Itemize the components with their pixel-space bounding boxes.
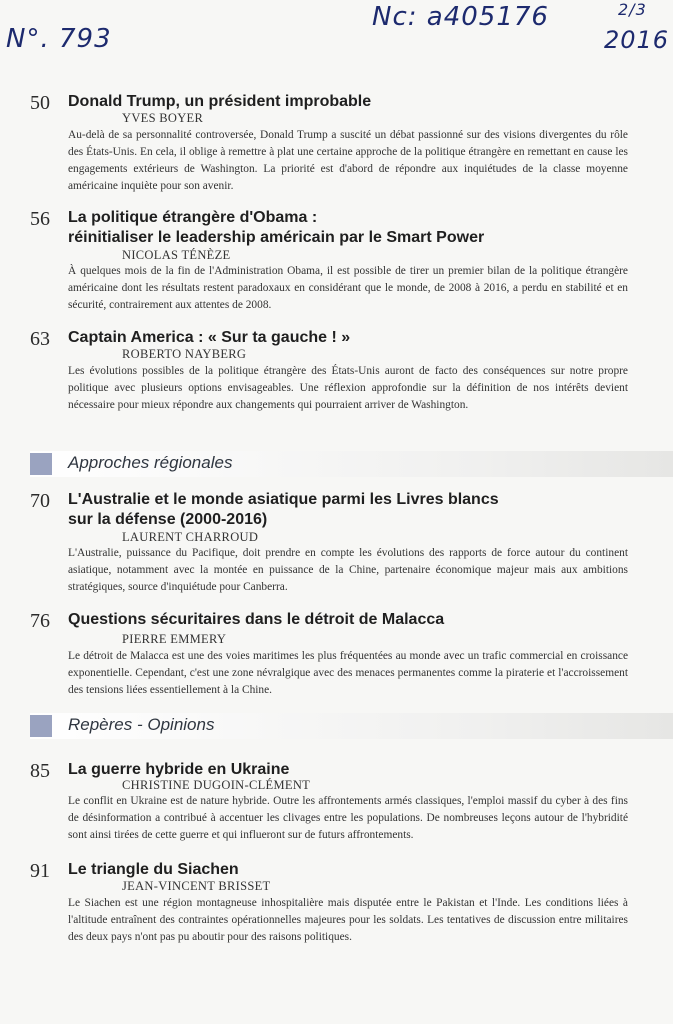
handwritten-catalog-number: Nc: a405176 bbox=[372, 2, 549, 32]
page-number: 50 bbox=[30, 92, 50, 114]
handwritten-fraction: 2/3 bbox=[618, 0, 647, 19]
article-title: Questions sécuritaires dans le détroit de Malacca bbox=[68, 611, 445, 628]
article-title: L'Australie et le monde asiatique parmi les Livres blancs sur la défense (2000-2016) bbox=[68, 491, 499, 528]
article-author: LAURENT CHARROUD bbox=[122, 530, 259, 544]
page-number: 76 bbox=[30, 610, 50, 632]
article-title: La politique étrangère d'Obama : réinitialiser le leadership américain par le Smart Power bbox=[68, 209, 485, 246]
section-label: Repères - Opinions bbox=[68, 715, 215, 734]
article-author: CHRISTINE DUGOIN-CLÉMENT bbox=[122, 778, 311, 792]
section-label: Approches régionales bbox=[68, 453, 233, 472]
section-header-opinions bbox=[30, 713, 673, 739]
page-number: 91 bbox=[30, 860, 50, 882]
handwritten-year: 2016 bbox=[604, 26, 670, 54]
article-author: NICOLAS TÉNÈZE bbox=[122, 248, 231, 262]
article-title: La guerre hybride en Ukraine bbox=[68, 761, 290, 778]
article-title: Le triangle du Siachen bbox=[68, 861, 239, 878]
article-author: JEAN-VINCENT BRISSET bbox=[122, 879, 271, 893]
page-number: 63 bbox=[30, 328, 50, 350]
article-summary: Le détroit de Malacca est une des voies maritimes les plus fréquentées au monde avec un trafic commercial en croissance exponentielle. Cependant, c'est une zone névralgique avec des menaces permanentes comme la piraterie et l'accroissement des tensions liées essentiellement à la Chine. bbox=[68, 650, 628, 696]
section-marker bbox=[30, 715, 52, 737]
article-author: PIERRE EMMERY bbox=[122, 632, 227, 646]
article-title: Captain America : « Sur ta gauche ! » bbox=[68, 329, 351, 346]
handwritten-issue-number: N°. 793 bbox=[6, 24, 112, 54]
section-marker bbox=[30, 453, 52, 475]
page-number: 85 bbox=[30, 760, 50, 782]
article-summary: L'Australie, puissance du Pacifique, doit prendre en compte les évolutions des rapports de force autour du continent asiatique, notamment avec la montée en puissance de la Chine, partenaire économique majeur mais aux ambitions stratégiques, source d'inquiétude pour Canberra. bbox=[68, 547, 628, 593]
page-number: 70 bbox=[30, 490, 50, 512]
article-summary: Le Siachen est une région montagneuse inhospitalière mais disputée entre le Pakistan et l'Inde. Les conditions liées à l'altitude entraînent des contraintes opérationnelles majeures pour les soldats. Les tentatives de discussion entre militaires des deux pays n'ont pas pu aboutir pour des raisons politiques. bbox=[68, 897, 628, 943]
section-header-regional bbox=[30, 451, 673, 477]
article-author: ROBERTO NAYBERG bbox=[122, 347, 247, 361]
article-summary: Les évolutions possibles de la politique étrangère des États-Unis auront de facto des conséquences sur notre propre politique avec plusieurs options envisageables. Une réflexion approfondie sur la définition de nos intérêts devient nécessaire pour mieux répondre aux changements qui pourraient arriver de Washington. bbox=[68, 365, 628, 411]
article-title: Donald Trump, un président improbable bbox=[68, 93, 372, 110]
page-number: 56 bbox=[30, 208, 50, 230]
article-author: YVES BOYER bbox=[122, 111, 204, 125]
article-summary: À quelques mois de la fin de l'Administration Obama, il est possible de tirer un premier bilan de la politique étrangère américaine dont les résultats restent paradoxaux en considérant que le monde, de 2008 à 2016, a perdu en stabilité et en sécurité, contrairement aux attentes de 2008. bbox=[68, 265, 628, 311]
article-summary: Le conflit en Ukraine est de nature hybride. Outre les affrontements armés classiques, l'emploi massif du cyber à des fins de désinformation a contribué à accentuer les clivages entre les populations. De nombreuses leçons autour de l'hybridité sont ainsi tirées de cette guerre et qui influeront sur de futurs affrontements. bbox=[68, 795, 628, 841]
article-summary: Au-delà de sa personnalité controversée, Donald Trump a suscité un débat passionné sur des visions divergentes du rôle des États-Unis. En cela, il oblige à remettre à plat une certaine approche de la politique étrangère en remettant en cause les engagements extérieurs de Washington. La priorité est d'abord de répondre aux inquiétudes de la classe moyenne américaine inquiète pour son avenir. bbox=[68, 129, 628, 192]
